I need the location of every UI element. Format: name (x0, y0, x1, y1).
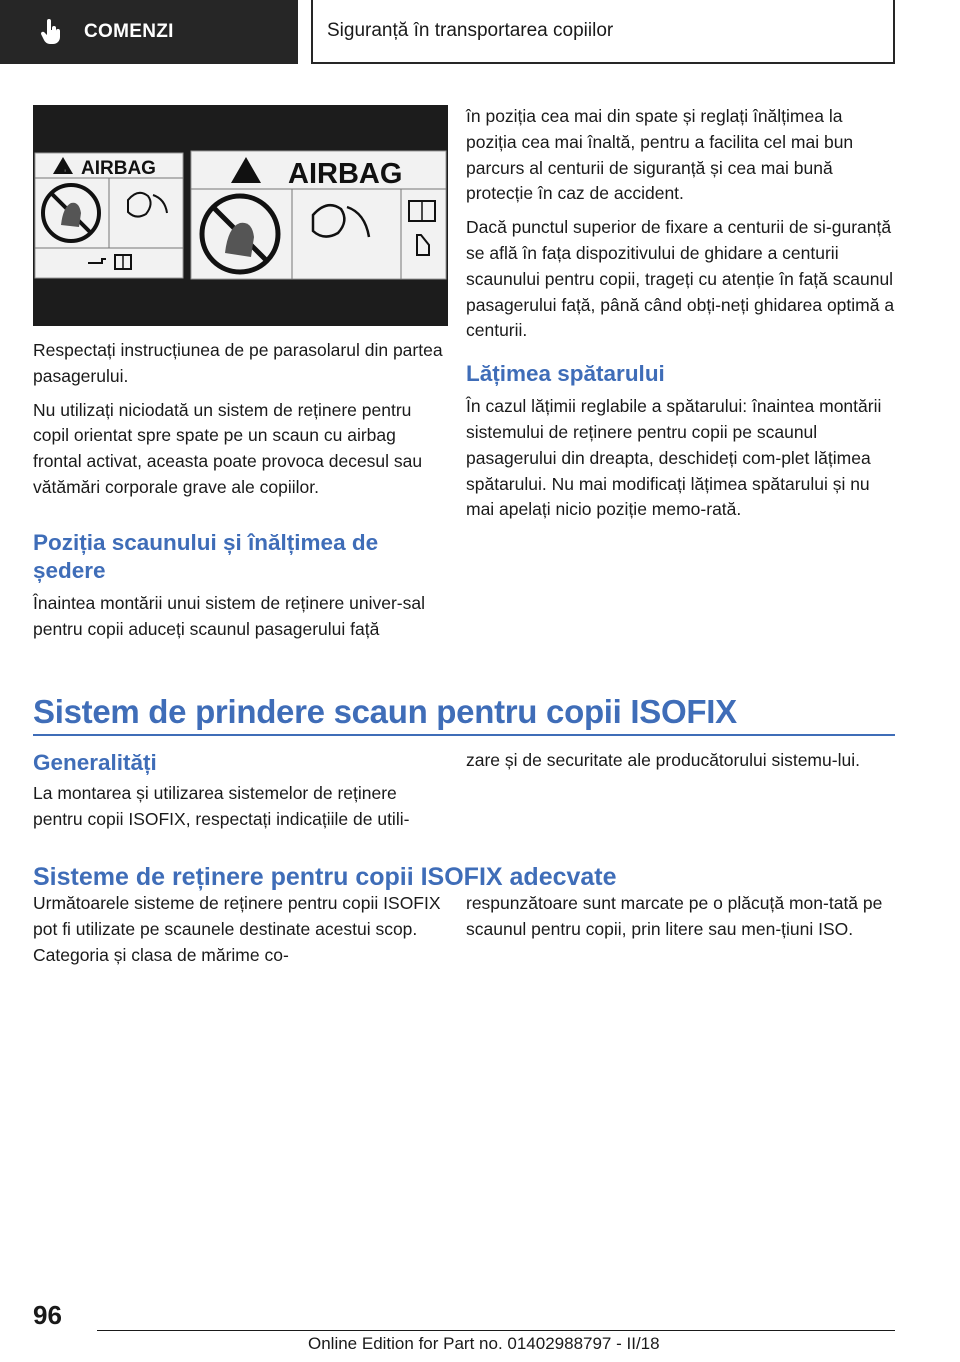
isofix-general-right (466, 748, 896, 782)
isofix-suitable-left (33, 891, 448, 976)
seat-position-text: Înaintea montării unui sistem de reținere univer-sal pentru copii aduceți scaunul pasagerului față (33, 592, 425, 639)
general-heading: Generalități (33, 750, 157, 775)
suitable-text-right: respunzătoare sunt marcate pe o plăcuță mon-tată pe scaunul pentru copii, prin litere sau men-țiuni ISO. (466, 893, 883, 939)
suitable-systems-heading: Sisteme de reținere pentru copii ISOFIX adecvate (33, 863, 617, 891)
right-column (466, 104, 896, 531)
page-number: 96 (33, 1300, 62, 1330)
airbag-warning-image (33, 105, 448, 326)
edition-info: Online Edition for Part no. 01402988797 - II/18 (308, 1334, 660, 1353)
airbag-label-left: AIRBAG (81, 158, 156, 179)
general-text-right: zare și de securitate ale producătorului sistemu-lui. (466, 750, 860, 770)
belt-guide-text: Dacă punctul superior de fixare a centurii de si-guranță se află în fața dispozitivului de ghidare a centurii scaunului pentru copii, trageți cu atenție în față scaunul pasagerului față, până când obți-neți ghidarea optimă a centurii. (466, 217, 895, 341)
general-text-left: La montarea și utilizarea sistemelor de reținere pentru copii ISOFIX, respectați indicațiile de utili- (33, 783, 410, 829)
section-tab[interactable] (0, 0, 298, 64)
airbag-label-right: AIRBAG (288, 158, 403, 190)
isofix-suitable-right (466, 891, 896, 951)
isofix-section-title: Sistem de prindere scaun pentru copii ISOFIX (33, 693, 737, 730)
footer-divider (97, 1330, 895, 1331)
section-divider (33, 734, 895, 736)
left-column (33, 338, 448, 650)
seat-position-heading: Poziția scaunului și înălțimea de ședere (33, 529, 379, 583)
airbag-label-illustration (33, 105, 448, 326)
chapter-title (311, 0, 895, 64)
rear-facing-warning: Nu utilizați niciodată un sistem de reținere pentru copil orientat spre spate pe un scaun cu airbag frontal activat, aceasta poate provoca decesul sau vătămări corporale grave ale copiilor. (33, 399, 423, 497)
hand-pointer-icon (40, 19, 62, 45)
sunvisor-instruction: Respectați instrucțiunea de pe parasolarul din partea pasagerului. (33, 340, 443, 386)
svg-text:!: ! (64, 168, 66, 173)
section-tab-label: COMENZI (84, 21, 174, 42)
seat-position-continued: în poziția cea mai din spate și reglați înălțimea la poziția cea mai înaltă, pentru a facilita cel mai bun parcurs al centurii de siguranță și cea mai bună protecție în caz de accident. (466, 106, 854, 204)
chapter-title-text: Siguranță în transportarea copiilor (327, 20, 614, 41)
backrest-width-heading: Lățimea spătarului (466, 361, 665, 387)
isofix-general-left (33, 749, 448, 841)
backrest-width-text: În cazul lățimii reglabile a spătarului: înaintea montării sistemului de reținere pentru copii pe scaunul pasagerului din dreapta, deschideți com-plet lățimea spătarului. Nu mai modificați lățimea spătarului și nu mai apelați nicio poziție memo-rată. (466, 396, 882, 520)
isofix-suitable-heading-wrap (33, 862, 895, 892)
suitable-text-left: Următoarele sisteme de reținere pentru copii ISOFIX pot fi utilizate pe scaunele destinate acestui scop. Categoria și clasa de mărime co- (33, 893, 441, 965)
